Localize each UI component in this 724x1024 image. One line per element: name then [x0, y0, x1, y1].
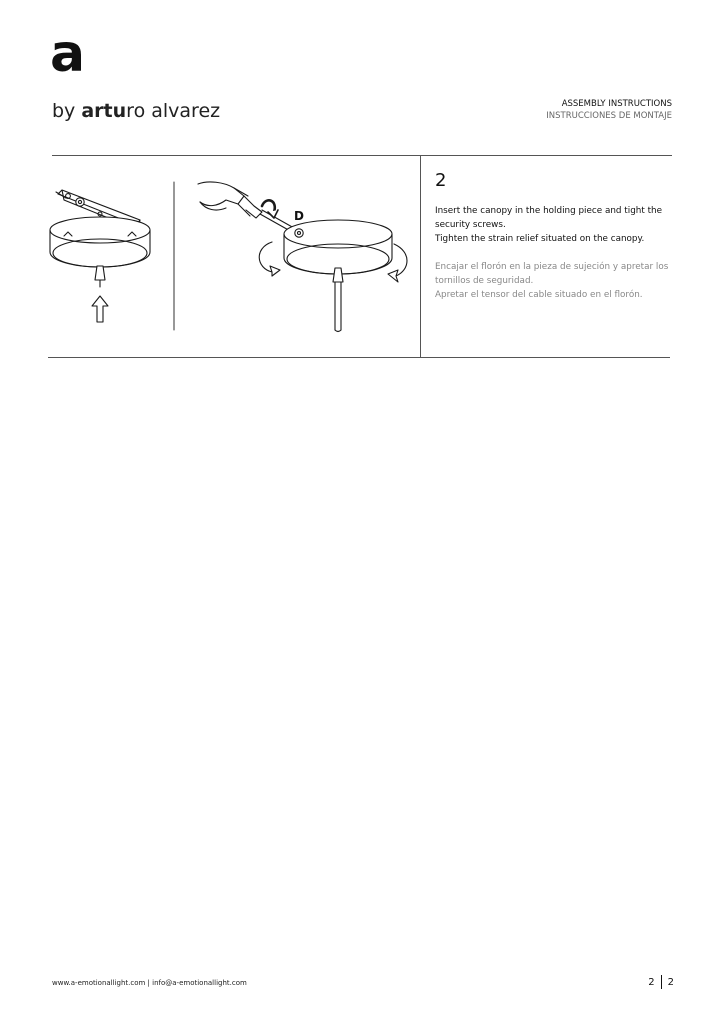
document-title — [546, 98, 672, 122]
section-column-divider — [420, 155, 421, 357]
instruction-es-1: Encajar el florón en la pieza de sujeción y apretar los tornillos de seguridad. — [435, 262, 669, 286]
brand-rest-1: ro — [126, 100, 152, 122]
title-spanish: INSTRUCCIONES DE MONTAJE — [546, 111, 672, 121]
rotate-left-arrow-icon — [259, 242, 280, 276]
title-english: ASSEMBLY INSTRUCTIONS — [561, 99, 672, 109]
push-up-arrow-icon — [92, 296, 108, 322]
assembly-illustration — [48, 172, 418, 347]
instructions-english — [435, 204, 675, 246]
page-number-separator — [661, 975, 662, 989]
instructions-spanish — [435, 260, 675, 302]
callout-label-d: D — [294, 209, 304, 223]
rotate-right-arrow-icon — [388, 244, 407, 282]
page-current: 2 — [648, 977, 655, 988]
rotate-screw-arrow-icon — [262, 200, 278, 218]
page-total: 2 — [667, 977, 674, 988]
canopy-drawing-left — [50, 217, 150, 287]
footer-contact: www.a-emotionallight.com | info@a-emotionallight.com — [52, 979, 247, 987]
brand-logo-mark: a — [50, 24, 84, 84]
section-top-rule — [52, 155, 672, 156]
hand-screwdriver-drawing — [198, 182, 300, 236]
brand-rest-2: alvarez — [151, 100, 221, 122]
canopy-drawing-right — [284, 220, 392, 332]
instruction-en-1: Insert the canopy in the holding piece and tight the security screws. — [435, 206, 663, 230]
brand-prefix: by — [52, 100, 82, 122]
section-bottom-rule — [48, 357, 670, 358]
page-number — [648, 975, 674, 989]
brand-bold: artu — [81, 100, 127, 122]
brand-name — [52, 100, 220, 122]
instruction-es-2: Apretar el tensor del cable situado en el florón. — [435, 290, 643, 300]
instruction-en-2: Tighten the strain relief situated on the canopy. — [435, 234, 645, 244]
step-number: 2 — [435, 170, 447, 191]
